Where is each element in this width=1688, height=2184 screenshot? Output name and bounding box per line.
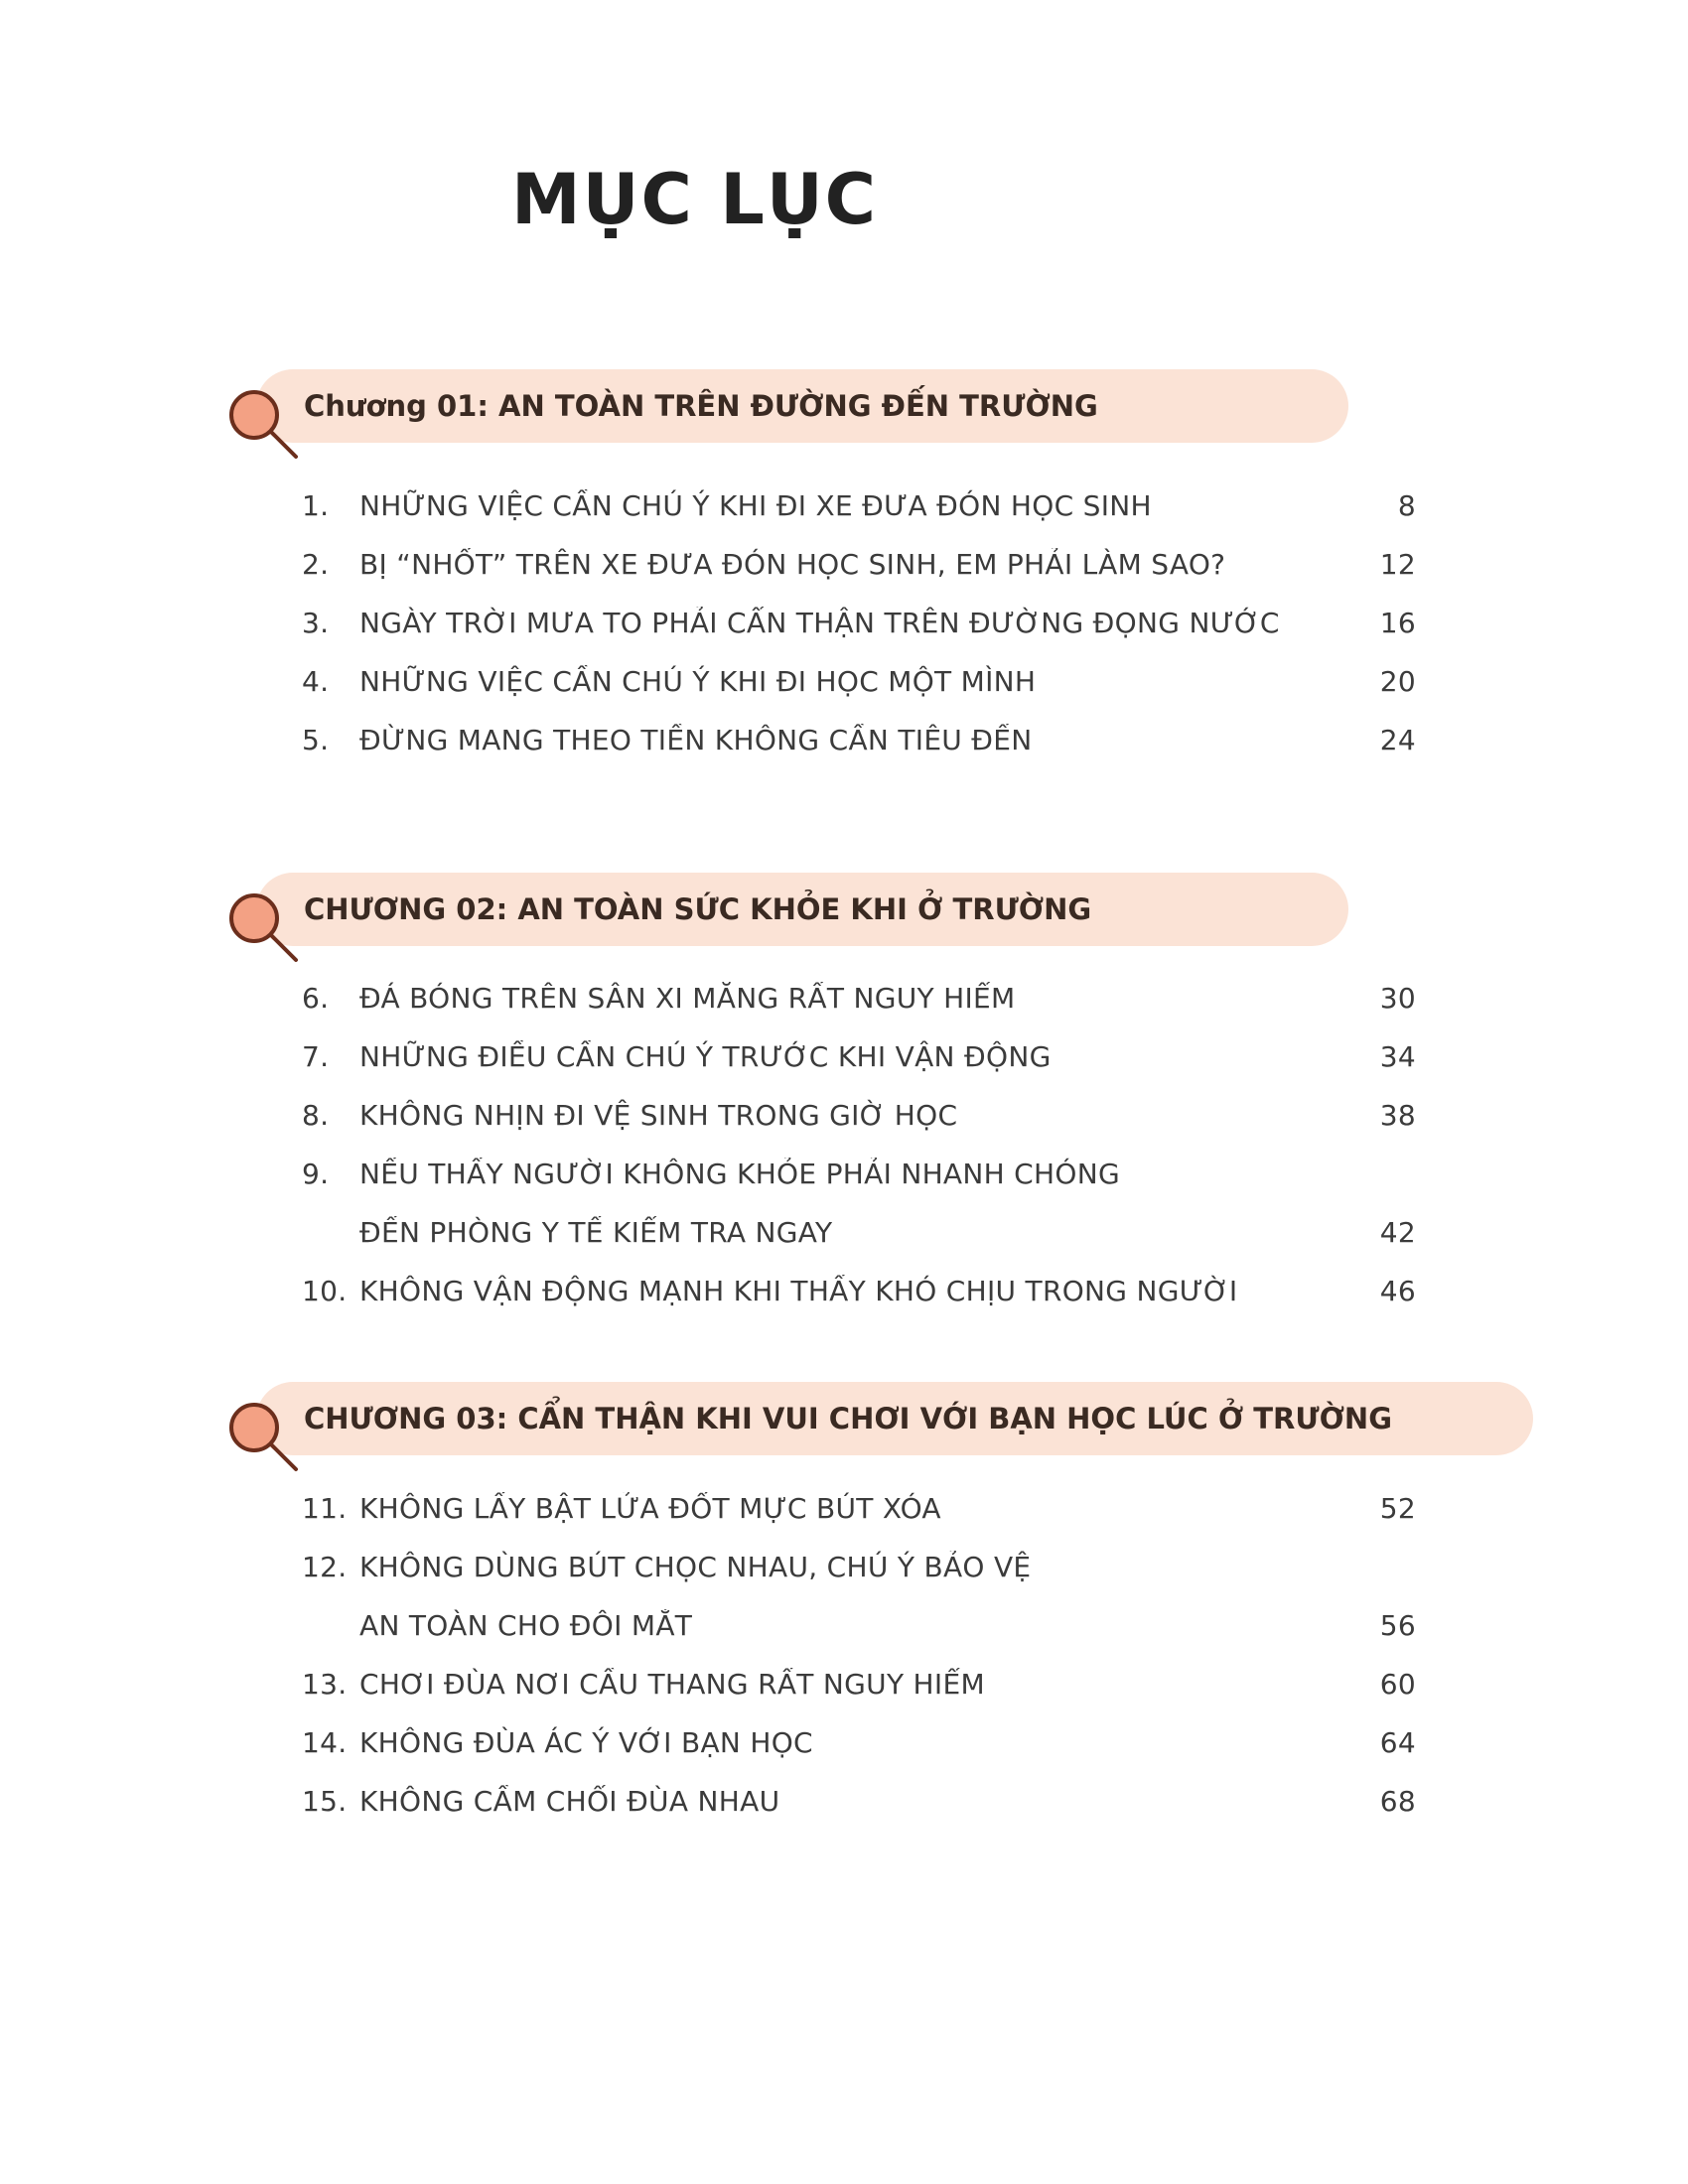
toc-number: 14. — [302, 1726, 348, 1759]
chapter-title: CHƯƠNG 03: CẨN THẬN KHI VUI CHƠI VỚI BẠN HỌC LÚC Ở TRƯỜNG — [304, 1402, 1392, 1435]
toc-title: KHÔNG VẬN ĐỘNG MẠNH KHI THẤY KHÓ CHỊU TRONG NGƯỜI — [359, 1275, 1238, 1307]
toc-item[interactable] — [302, 1479, 1416, 1538]
toc-item-continuation[interactable] — [302, 1596, 1416, 1655]
toc-number: 3. — [302, 607, 330, 639]
toc-page-number: 34 — [1379, 1040, 1416, 1073]
toc-number: 11. — [302, 1492, 348, 1525]
chapter-band — [256, 369, 1348, 443]
magnifier-icon — [226, 1400, 306, 1479]
page-title: MỤC LỤC — [511, 159, 879, 240]
toc-title: KHÔNG LẤY BẬT LỬA ĐỐT MỰC BÚT XÓA — [359, 1492, 941, 1525]
toc-list — [302, 477, 1416, 769]
toc-page-number: 30 — [1379, 982, 1416, 1015]
toc-title: KHÔNG NHỊN ĐI VỆ SINH TRONG GIỜ HỌC — [359, 1099, 958, 1132]
toc-item[interactable] — [302, 594, 1416, 652]
toc-title: ĐẾN PHÒNG Y TẾ KIỂM TRA NGAY — [359, 1216, 833, 1249]
toc-number: 4. — [302, 665, 330, 698]
toc-number: 13. — [302, 1668, 348, 1701]
toc-title: NHỮNG ĐIỀU CẦN CHÚ Ý TRƯỚC KHI VẬN ĐỘNG — [359, 1040, 1052, 1073]
toc-page-number: 64 — [1379, 1726, 1416, 1759]
toc-page-number: 46 — [1379, 1275, 1416, 1307]
toc-number: 1. — [302, 489, 330, 522]
toc-number: 2. — [302, 548, 330, 581]
chapter-band — [256, 1382, 1533, 1455]
toc-title: ĐÁ BÓNG TRÊN SÂN XI MĂNG RẤT NGUY HIỂM — [359, 982, 1016, 1015]
toc-title: NGÀY TRỜI MƯA TO PHẢI CẨN THẬN TRÊN ĐƯỜNG ĐỌNG NƯỚC — [359, 607, 1280, 639]
toc-item-continuation[interactable] — [302, 1203, 1416, 1262]
toc-title: ĐỪNG MANG THEO TIỀN KHÔNG CẦN TIÊU ĐẾN — [359, 724, 1033, 756]
toc-item[interactable] — [302, 1086, 1416, 1145]
toc-title: KHÔNG ĐÙA ÁC Ý VỚI BẠN HỌC — [359, 1726, 813, 1759]
toc-item[interactable] — [302, 969, 1416, 1027]
toc-item[interactable] — [302, 711, 1416, 769]
toc-number: 12. — [302, 1551, 348, 1583]
magnifier-icon — [226, 387, 306, 467]
toc-page-number: 68 — [1379, 1785, 1416, 1818]
chapter-band — [256, 873, 1348, 946]
magnifier-icon — [226, 890, 306, 970]
toc-item[interactable] — [302, 1538, 1416, 1596]
chapter-title: CHƯƠNG 02: AN TOÀN SỨC KHỎE KHI Ở TRƯỜNG — [304, 892, 1092, 926]
toc-number: 6. — [302, 982, 330, 1015]
toc-page-number: 52 — [1379, 1492, 1416, 1525]
toc-page-number: 16 — [1379, 607, 1416, 639]
toc-title: NHỮNG VIỆC CẦN CHÚ Ý KHI ĐI HỌC MỘT MÌNH — [359, 665, 1037, 698]
toc-title: NHỮNG VIỆC CẦN CHÚ Ý KHI ĐI XE ĐƯA ĐÓN HỌC SINH — [359, 489, 1152, 522]
toc-item[interactable] — [302, 1772, 1416, 1831]
toc-page-number: 60 — [1379, 1668, 1416, 1701]
toc-page-number: 12 — [1379, 548, 1416, 581]
chapter-title: Chương 01: AN TOÀN TRÊN ĐƯỜNG ĐẾN TRƯỜNG — [304, 389, 1098, 423]
toc-page-number: 24 — [1379, 724, 1416, 756]
toc-item[interactable] — [302, 535, 1416, 594]
toc-page-number: 38 — [1379, 1099, 1416, 1132]
toc-page-number: 56 — [1379, 1609, 1416, 1642]
toc-page-number: 8 — [1397, 489, 1416, 522]
toc-title: KHÔNG CẦM CHỔI ĐÙA NHAU — [359, 1785, 780, 1818]
toc-number: 8. — [302, 1099, 330, 1132]
toc-list — [302, 1479, 1416, 1831]
toc-title: CHƠI ĐÙA NƠI CẦU THANG RẤT NGUY HIỂM — [359, 1668, 985, 1701]
toc-item[interactable] — [302, 1027, 1416, 1086]
toc-page-number: 20 — [1379, 665, 1416, 698]
toc-item[interactable] — [302, 1145, 1416, 1203]
toc-title: NẾU THẤY NGƯỜI KHÔNG KHỎE PHẢI NHANH CHÓNG — [359, 1158, 1120, 1190]
toc-page-number: 42 — [1379, 1216, 1416, 1249]
toc-item[interactable] — [302, 1713, 1416, 1772]
toc-item[interactable] — [302, 477, 1416, 535]
toc-title: AN TOÀN CHO ĐÔI MẮT — [359, 1609, 693, 1642]
toc-number: 5. — [302, 724, 330, 756]
toc-item[interactable] — [302, 1655, 1416, 1713]
toc-number: 7. — [302, 1040, 330, 1073]
toc-list — [302, 969, 1416, 1320]
toc-item[interactable] — [302, 652, 1416, 711]
toc-title: KHÔNG DÙNG BÚT CHỌC NHAU, CHÚ Ý BẢO VỆ — [359, 1551, 1032, 1583]
toc-number: 10. — [302, 1275, 348, 1307]
toc-title: BỊ “NHỐT” TRÊN XE ĐƯA ĐÓN HỌC SINH, EM PHẢI LÀM SAO? — [359, 548, 1226, 581]
toc-item[interactable] — [302, 1262, 1416, 1320]
toc-number: 15. — [302, 1785, 348, 1818]
toc-number: 9. — [302, 1158, 330, 1190]
